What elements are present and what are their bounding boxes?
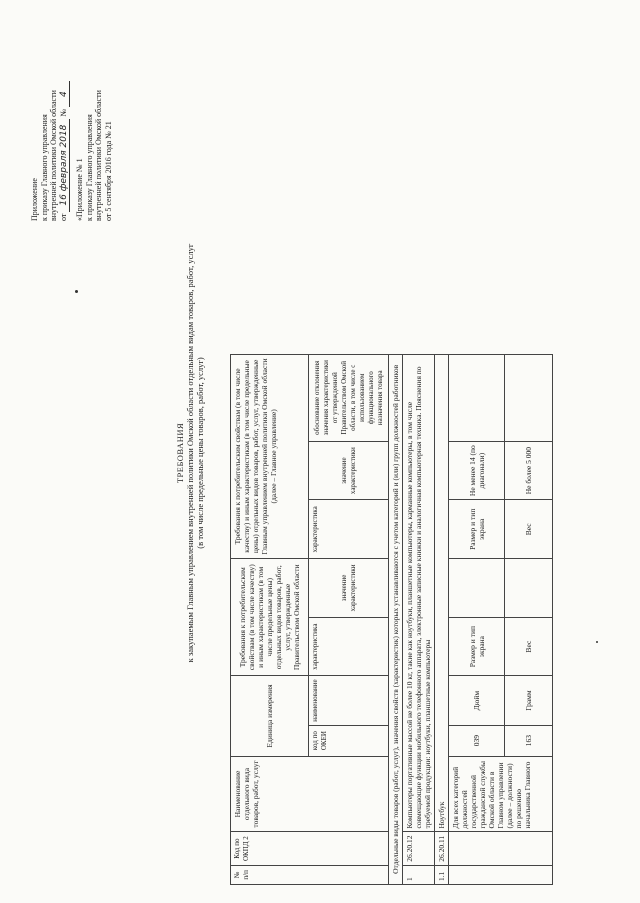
number-prefix: № (58, 108, 68, 117)
header-unit-name: наименование (309, 676, 389, 725)
row-1-1-name: Ноутбук (435, 354, 449, 832)
header-characteristic-gu: характеристика (309, 500, 389, 559)
gu-value-screen: Не менее 14 (по диагонали) (449, 441, 505, 500)
header-value-gu: значение характеристики (309, 441, 389, 500)
header-characteristic-gov: характеристика (309, 617, 389, 676)
header-requirements-government: Требования к потребительским свойствам (в том числе качеству) и иным характеристикам (в том числе предельные цены) отдельных видов товаров, работ, услуг, утвержденные Правительством Омской области (231, 559, 309, 676)
employee-category: Для всех категорий должностей государственной гражданской службы Омской области в Главном управлении (далее – должности) по решению начальника Главного (449, 756, 553, 832)
gov-characteristic-weight: Вес (505, 617, 553, 676)
unit-inch: Дюйм (449, 676, 505, 725)
header-number: № п/п (231, 865, 389, 884)
header-okei-code: код по ОКЕИ (309, 725, 389, 756)
document-title (175, 43, 205, 863)
gov-characteristic-screen: Размер и тип экрана (449, 617, 505, 676)
date-prefix: от (58, 213, 68, 221)
requirements-table (230, 19, 553, 885)
title-heading: ТРЕБОВАНИЯ (175, 422, 185, 484)
gu-value-weight: Не более 5 000 (505, 441, 553, 500)
handwritten-number: 4 (59, 81, 70, 107)
handwritten-date: 16 февраля 2018 (59, 119, 70, 212)
header-value-gov: значение характеристики (309, 559, 389, 618)
okei-code-inch: 039 (449, 725, 505, 756)
unit-gram: Грамм (505, 676, 553, 725)
appendix-line-3: внутренней политики Омской области (94, 90, 103, 221)
header-line-1: Приложение (30, 178, 39, 221)
appendix-line-4: от 5 сентября 2016 года № 21 (103, 121, 113, 221)
row-1-number: 1 (403, 865, 435, 884)
scan-speck (75, 290, 78, 293)
okei-code-gram: 163 (505, 725, 553, 756)
header-okpd-code: Код по ОКПД 2 (231, 832, 389, 865)
header-date-line (59, 21, 70, 221)
header-item-name: Наименование отдельного вида товаров, работ, услуг (231, 756, 389, 832)
header-unit: Единица измерения (231, 676, 309, 756)
gu-characteristic-screen: Размер и тип экрана (449, 500, 505, 559)
header-deviation-reason: обоснование отклонения значения характеристики от утвержденной Правительством Омской области, в том числе с использованием функционального назначения товара (309, 354, 389, 441)
row-1-1-number: 1.1 (435, 865, 449, 884)
scan-speck (596, 641, 598, 643)
appendix-line-2: к приказу Главного управления (84, 114, 94, 221)
title-note: (в том числе предельные цены товаров, работ, услуг) (195, 357, 205, 549)
row-1-1-code: 26.20.11 (435, 832, 449, 865)
header-line-3: внутренней политики Омской области (49, 90, 58, 221)
row-1-code: 26.20.12 (403, 832, 435, 865)
row-1-description: Компьютеры портативные массой не более 10 кг, такие как ноутбуки, планшетные компьютеры, карманные компьютеры, в том числе совмещающие функции мобильного телефонного аппарата, электронные записные книжки и аналогичная компьютерная техника. Пояснения по требуемой продукции: ноутбуки, планшетные компьютеры (403, 354, 435, 832)
approval-header (30, 21, 113, 221)
header-line-2: к приказу Главного управления (39, 114, 49, 221)
title-subheading: к закупаемым Главным управлением внутренней политики Омской области отдельным видам товаров, работ, услуг (185, 243, 195, 663)
section-heading: Отдельные виды товаров (работ, услуг), значения свойств (характеристик) которых устанавливаются с учетом категорий и (или) групп должностей работников (389, 354, 403, 884)
appendix-line-1: «Приложение № 1 (75, 158, 84, 221)
header-requirements-directorate: Требования к потребительским свойствам (в том числе качеству) и иным характеристикам (в том числе предельные цены) отдельных видов товаров, работ, услуг, утвержденные Главным управлением внутренней политики Омской области (далее – Главное управление) (231, 354, 309, 558)
gu-characteristic-weight: Вес (505, 500, 553, 559)
